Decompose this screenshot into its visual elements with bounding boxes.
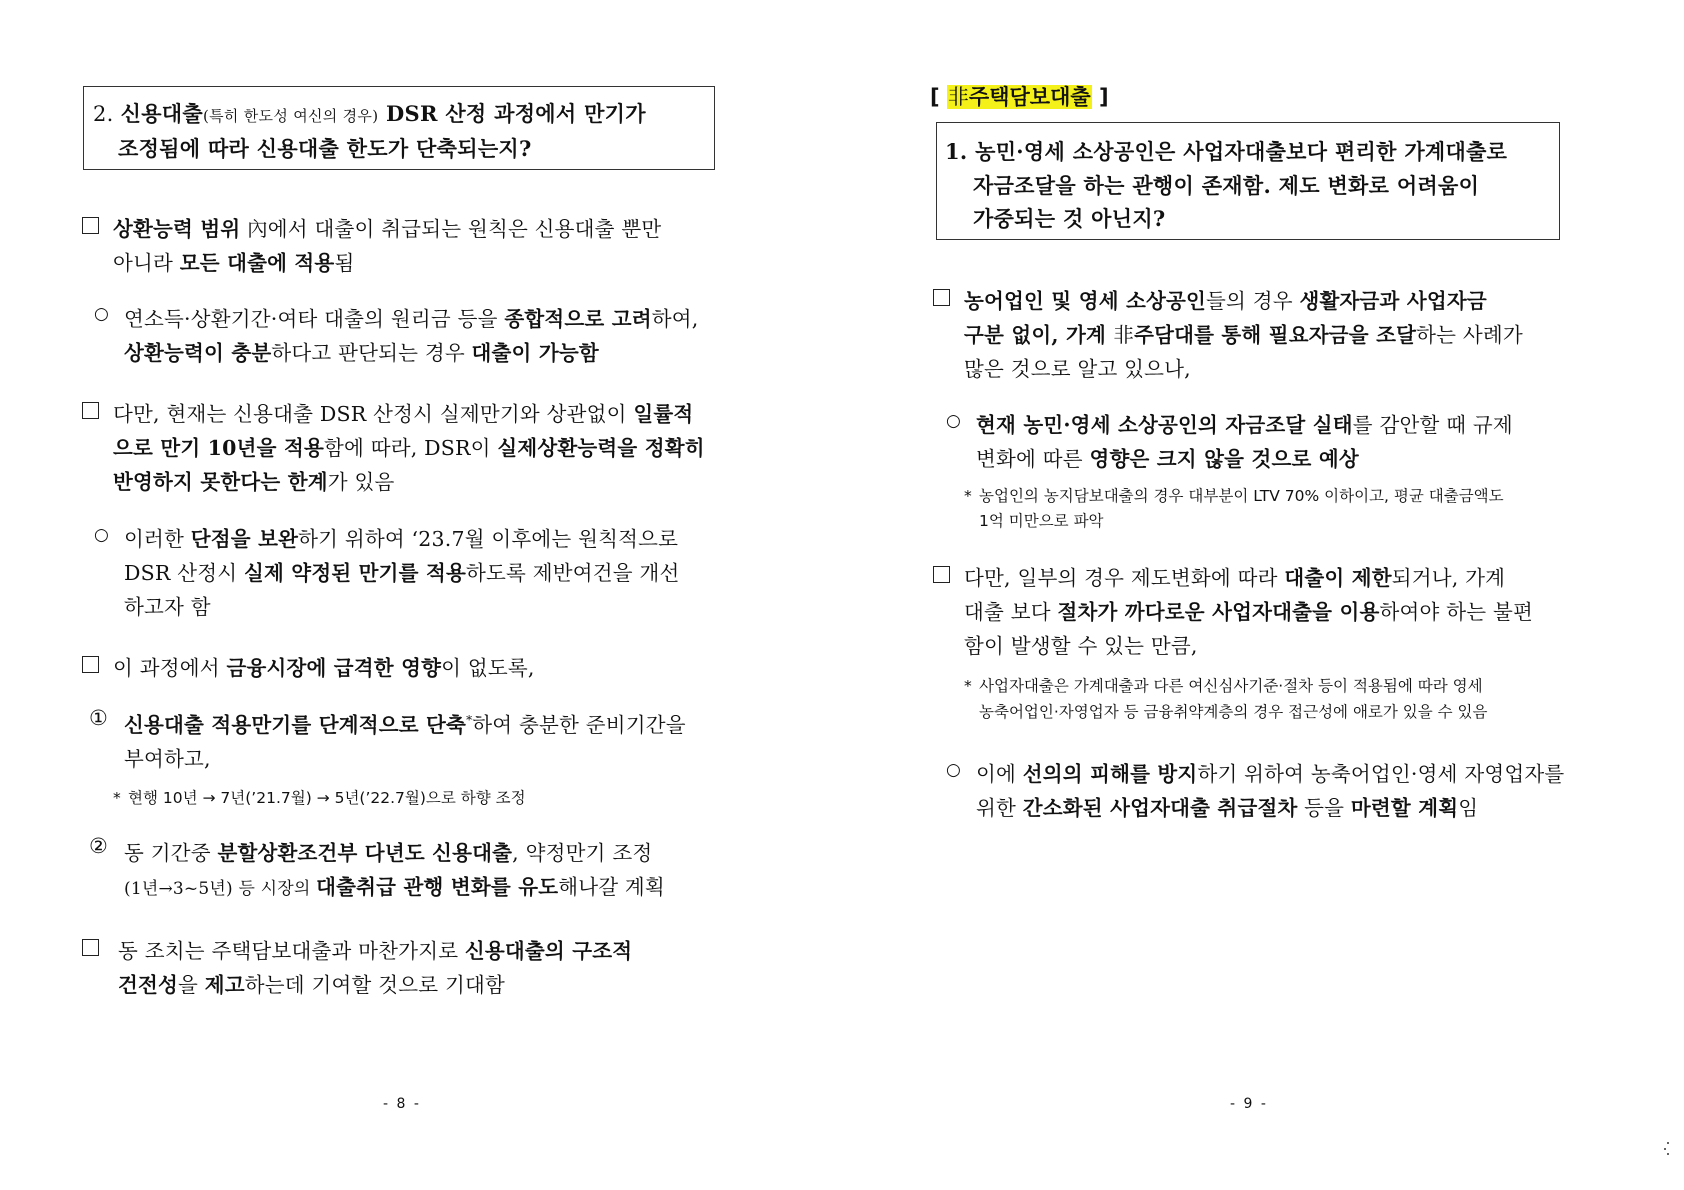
paragraph-line: 신용대출 적용만기를 단계적으로 단축*하여 충분한 준비기간을 <box>124 713 686 737</box>
paragraph-line: (1년→3~5년) 등 시장의 대출취급 관행 변화를 유도해나갈 계획 <box>124 875 665 899</box>
paragraph-line: 동 기간중 분할상환조건부 다년도 신용대출, 약정만기 조정 <box>124 841 653 865</box>
checkbox-bullet <box>933 566 950 583</box>
checkbox-bullet <box>82 217 99 234</box>
corner-marks <box>1662 1142 1670 1156</box>
section-title-highlight: 非주택담보대출 <box>947 85 1091 109</box>
checkbox-bullet <box>82 939 99 956</box>
paragraph-line: 반영하지 못한다는 한계가 있음 <box>113 470 395 494</box>
paragraph-line: 농어업인 및 영세 소상공인들의 경우 생활자금과 사업자금 <box>964 289 1487 313</box>
circle-bullet: ○ <box>94 304 109 324</box>
paragraph-line: 위한 간소화된 사업자대출 취급절차 등을 마련할 계획임 <box>976 796 1479 820</box>
page-number: - 9 - <box>1230 1096 1268 1112</box>
paragraph-line: 다만, 현재는 신용대출 DSR 산정시 실제만기와 상관없이 일률적 <box>113 402 694 426</box>
paragraph-line: 상환능력이 충분하다고 판단되는 경우 대출이 가능함 <box>124 341 599 365</box>
question-line: 조정됨에 따라 신용대출 한도가 단축되는지? <box>118 136 532 161</box>
footnote-line: 현행 10년 → 7년(’21.7월) → 5년(’22.7월)으로 하향 조정 <box>128 789 526 807</box>
footnote-marker: * <box>113 789 121 807</box>
page-number: - 8 - <box>383 1096 421 1112</box>
page-right <box>842 0 1684 1190</box>
footnote-line: 사업자대출은 가계대출과 다른 여신심사기준·절차 등이 적용됨에 따라 영세 <box>979 677 1483 695</box>
paragraph-line: 이 과정에서 금융시장에 급격한 영향이 없도록, <box>113 656 535 680</box>
footnote-line: 농업인의 농지담보대출의 경우 대부분이 LTV 70% 이하이고, 평균 대출금액도 <box>979 487 1504 505</box>
paragraph-line: 많은 것으로 알고 있으나, <box>964 357 1191 381</box>
question-line: 1. 농민·영세 소상공인은 사업자대출보다 편리한 가계대출로 <box>945 139 1508 164</box>
paragraph-line: 함이 발생할 수 있는 만큼, <box>964 634 1198 658</box>
paragraph-line: 부여하고, <box>124 747 211 771</box>
paragraph-line: 아니라 모든 대출에 적용됨 <box>113 251 355 275</box>
circle-bullet: ○ <box>946 411 961 431</box>
question-line: 가중되는 것 아닌지? <box>973 206 1166 231</box>
question-line: 2. 신용대출(특히 한도성 여신의 경우) DSR 산정 과정에서 만기가 <box>93 101 646 126</box>
footnote-line: 1억 미만으로 파악 <box>979 512 1104 530</box>
checkbox-bullet <box>82 656 99 673</box>
numbered-marker: ① <box>89 706 108 730</box>
paragraph-line: 으로 만기 10년을 적용함에 따라, DSR이 실제상환능력을 정확히 <box>113 436 705 460</box>
checkbox-bullet <box>82 402 99 419</box>
paragraph-line: 이러한 단점을 보완하기 위하여 ‘23.7월 이후에는 원칙적으로 <box>124 527 679 551</box>
numbered-marker: ② <box>89 834 108 858</box>
paragraph-line: 다만, 일부의 경우 제도변화에 따라 대출이 제한되거나, 가계 <box>964 566 1506 590</box>
paragraph-line: 이에 선의의 피해를 방지하기 위하여 농축어업인·영세 자영업자를 <box>976 762 1565 786</box>
paragraph-line: 동 조치는 주택담보대출과 마찬가지로 신용대출의 구조적 <box>118 939 633 963</box>
footnote-line: 농축어업인·자영업자 등 금융취약계층의 경우 접근성에 애로가 있을 수 있음 <box>979 703 1488 721</box>
paragraph-line: 대출 보다 절차가 까다로운 사업자대출을 이용하여야 하는 불편 <box>964 600 1533 624</box>
section-title: [ 非주택담보대출 ] <box>930 85 1109 109</box>
footnote-marker: * <box>964 677 972 695</box>
circle-bullet: ○ <box>946 760 961 780</box>
paragraph-line: 건전성을 제고하는데 기여할 것으로 기대함 <box>118 973 505 997</box>
paragraph-line: 구분 없이, 가계 非주담대를 통해 필요자금을 조달하는 사례가 <box>964 323 1523 347</box>
paragraph-line: DSR 산정시 실제 약정된 만기를 적용하도록 제반여건을 개선 <box>124 561 680 585</box>
circle-bullet: ○ <box>94 525 109 545</box>
question-line: 자금조달을 하는 관행이 존재함. 제도 변화로 어려움이 <box>973 173 1480 198</box>
footnote-marker: * <box>964 487 972 505</box>
paragraph-line: 변화에 따른 영향은 크지 않을 것으로 예상 <box>976 447 1359 471</box>
checkbox-bullet <box>933 289 950 306</box>
paragraph-line: 현재 농민·영세 소상공인의 자금조달 실태를 감안할 때 규제 <box>976 413 1513 437</box>
paragraph-line: 상환능력 범위 內에서 대출이 취급되는 원칙은 신용대출 뿐만 <box>113 217 662 241</box>
paragraph-line: 하고자 함 <box>124 595 211 619</box>
paragraph-line: 연소득·상환기간·여타 대출의 원리금 등을 종합적으로 고려하여, <box>124 307 699 331</box>
